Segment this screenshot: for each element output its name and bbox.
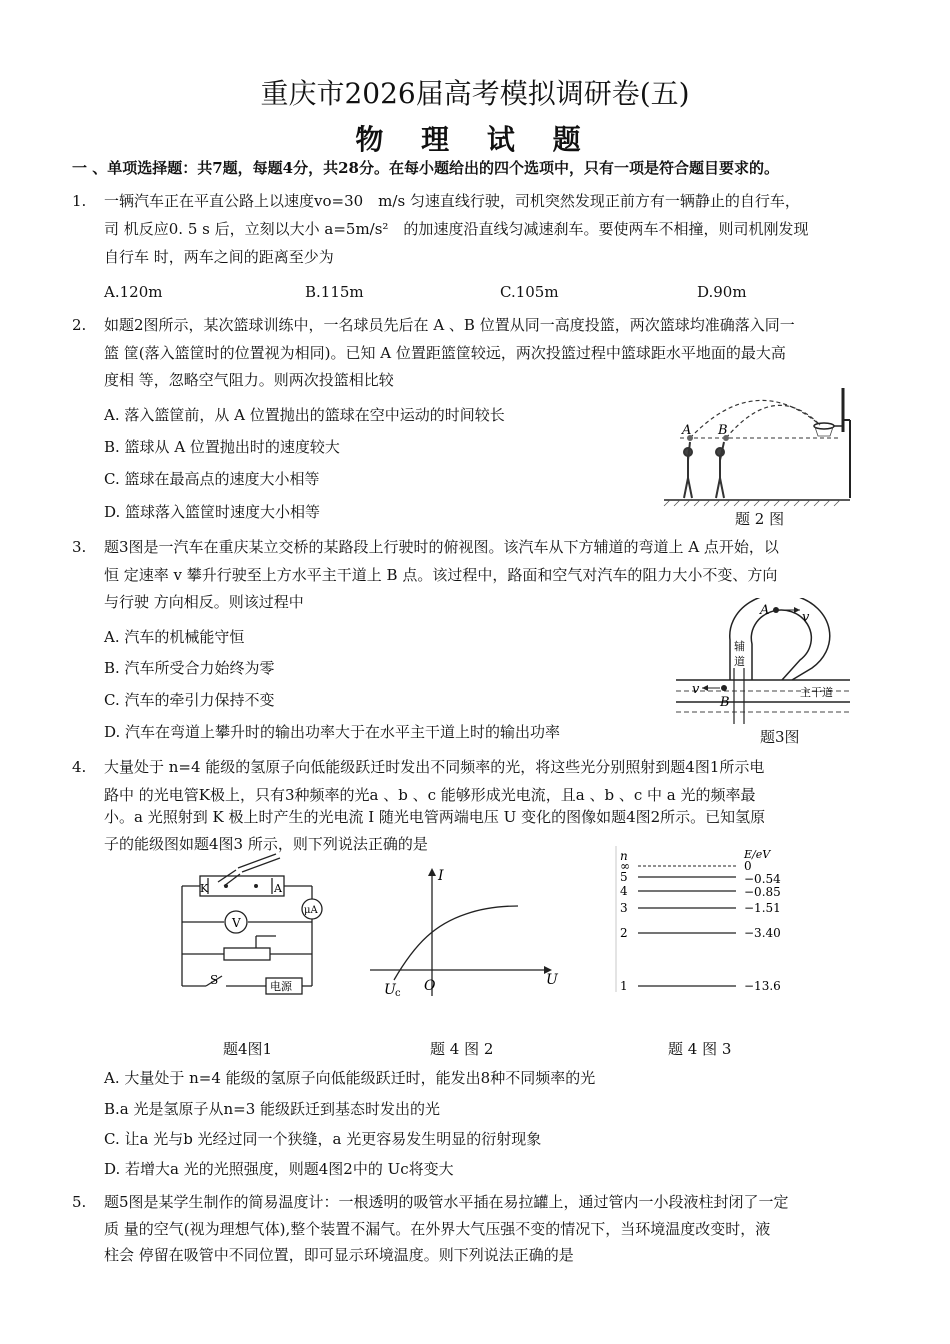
label-uc: U	[384, 982, 396, 998]
label-main-road: 主干道	[800, 686, 833, 699]
question-number: 5.	[72, 1193, 87, 1211]
question-text-line: 子的能级图如题4图3 所示，则下列说法正确的是	[104, 835, 428, 853]
label-microammeter: μA	[304, 905, 318, 916]
question-text-line: 恒 定速率 v 攀升行驶至上方水平主干道上 B 点。该过程中，路面和空气对汽车的阻力大小不变、方向	[104, 566, 778, 584]
figure-caption: 题 4 图 3	[668, 1040, 732, 1058]
question-text-line: 题5图是某学生制作的简易温度计：一根透明的吸管水平插在易拉罐上，通过管内一小段液柱封闭了一定	[104, 1193, 789, 1211]
option-b: B. 篮球从 A 位置抛出时的速度较大	[104, 438, 340, 456]
question-text-line: 质 量的空气(视为理想气体),整个装置不漏气。在外界大气压强不变的情况下，当环境温度改变时，液	[104, 1220, 771, 1238]
level-e-inf: 0	[744, 859, 752, 873]
axis-i: I	[438, 868, 444, 884]
label-voltmeter: V	[232, 916, 241, 930]
level-n-2: 2	[620, 926, 628, 940]
option-c: C. 汽车的牵引力保持不变	[104, 691, 275, 709]
option-a: A. 落入篮筐前，从 A 位置抛出的篮球在空中运动的时间较长	[104, 406, 505, 424]
option-a: A. 汽车的机械能守恒	[104, 628, 245, 646]
level-n-4: 4	[620, 884, 628, 898]
option-d: D. 汽车在弯道上攀升时的输出功率大于在水平主干道上时的输出功率	[104, 723, 561, 741]
option-d: D.90m	[697, 283, 747, 301]
interchange-figure	[672, 598, 852, 726]
question-text-line: 一辆汽车正在平直公路上以速度vo=30 m/s 匀速直线行驶，司机突然发现正前方有一辆静止的自行车，	[104, 192, 800, 210]
label-a: A	[760, 603, 770, 618]
label-switch: S	[210, 973, 219, 987]
label-energy: E/eV	[744, 848, 771, 861]
question-text-line: 自行车 时，两车之间的距离至少为	[104, 248, 334, 266]
label-fu: 辅	[734, 640, 745, 653]
option-b: B.a 光是氢原子从n=3 能级跃迁到基态时发出的光	[104, 1100, 441, 1118]
option-a: A.120m	[104, 283, 163, 301]
question-text-line: 如题2图所示，某次篮球训练中，一名球员先后在 A 、B 位置从同一高度投篮，两次篮球均准确落入同一	[104, 316, 795, 334]
figure-caption: 题 2 图	[735, 510, 785, 528]
question-text-line: 小。a 光照射到 K 极上时产生的光电流 I 随光电管两端电压 U 变化的图像如题4图2所示。已知氢原	[104, 808, 766, 826]
level-e-4: −0.85	[744, 885, 781, 899]
option-b: B.115m	[305, 283, 364, 301]
basketball-figure	[660, 380, 856, 508]
label-uc-sub: c	[395, 988, 401, 999]
option-c: C.105m	[500, 283, 559, 301]
option-a: A. 大量处于 n=4 能级的氢原子向低能级跃迁时，能发出8种不同频率的光	[104, 1069, 596, 1087]
option-d: D. 若增大a 光的光照强度，则题4图2中的 Uc将变大	[104, 1160, 454, 1178]
level-e-5: −0.54	[744, 872, 781, 886]
question-text-line: 度相 等，忽略空气阻力。则两次投篮相比较	[104, 371, 394, 389]
question-text-line: 柱会 停留在吸管中不同位置，即可显示环境温度。则下列说法正确的是	[104, 1246, 574, 1264]
exam-subtitle: 物 理 试 题	[355, 123, 595, 156]
option-c: C. 篮球在最高点的速度大小相等	[104, 470, 320, 488]
axis-u: U	[546, 972, 558, 988]
question-text-line: 路中 的光电管K极上，只有3种频率的光a 、b 、c 能够形成光电流，且a 、b 、c 中 a 光的频率最	[104, 786, 756, 804]
label-v2: v	[692, 682, 700, 697]
option-d: D. 篮球落入篮筐时速度大小相等	[104, 503, 321, 521]
level-n-inf: ∞	[620, 859, 630, 873]
level-e-1: −13.6	[744, 979, 781, 993]
figure-caption: 题3图	[760, 728, 800, 746]
option-b: B. 汽车所受合力始终为零	[104, 659, 275, 677]
section-heading: 一 、单项选择题：共7题，每题4分，共28分。在每小题给出的四个选项中，只有一项是符合题目要求的。	[72, 159, 779, 177]
label-power: 电源	[270, 980, 292, 993]
label-dao: 道	[734, 655, 745, 668]
label-anode: A	[274, 882, 282, 895]
question-number: 4.	[72, 758, 87, 776]
figure-caption: 题 4 图 2	[430, 1040, 494, 1058]
question-text-line: 题3图是一汽车在重庆某立交桥的某路段上行驶时的俯视图。该汽车从下方辅道的弯道上 A 点开始，以	[104, 538, 779, 556]
question-text-line: 篮 筐(落入篮筐时的位置视为相同)。已知 A 位置距篮筐较远，两次投篮过程中篮球距水平地面的最大高	[104, 344, 786, 362]
label-v: v	[802, 610, 810, 625]
figure-caption: 题4图1	[223, 1040, 273, 1058]
label-origin: O	[424, 978, 436, 994]
energy-level-diagram	[612, 846, 802, 996]
level-n-1: 1	[620, 979, 628, 993]
level-n-3: 3	[620, 901, 628, 915]
question-text-line: 与行驶 方向相反。则该过程中	[104, 593, 304, 611]
label-a: A	[682, 423, 692, 438]
label-b: B	[720, 695, 730, 710]
iu-graph	[366, 862, 562, 1000]
question-text-line: 司 机反应0. 5 s 后，立刻以大小 a=5m/s² 的加速度沿直线匀减速刹车。要使两车不相撞，则司机刚发现	[104, 220, 809, 238]
level-e-3: −1.51	[744, 901, 781, 915]
exam-title: 重庆市2026届高考模拟调研卷(五)	[260, 77, 690, 110]
label-k: K	[200, 882, 209, 895]
label-b: B	[718, 423, 728, 438]
question-number: 2.	[72, 316, 87, 334]
circuit-figure	[176, 852, 326, 996]
level-n-5: 5	[620, 870, 628, 884]
option-c: C. 让a 光与b 光经过同一个狭缝，a 光更容易发生明显的衍射现象	[104, 1130, 542, 1148]
question-number: 1.	[72, 192, 87, 210]
label-n: n	[620, 849, 628, 863]
question-number: 3.	[72, 538, 87, 556]
level-e-2: −3.40	[744, 926, 781, 940]
question-text-line: 大量处于 n=4 能级的氢原子向低能级跃迁时发出不同频率的光，将这些光分别照射到题4图1所示电	[104, 758, 765, 776]
